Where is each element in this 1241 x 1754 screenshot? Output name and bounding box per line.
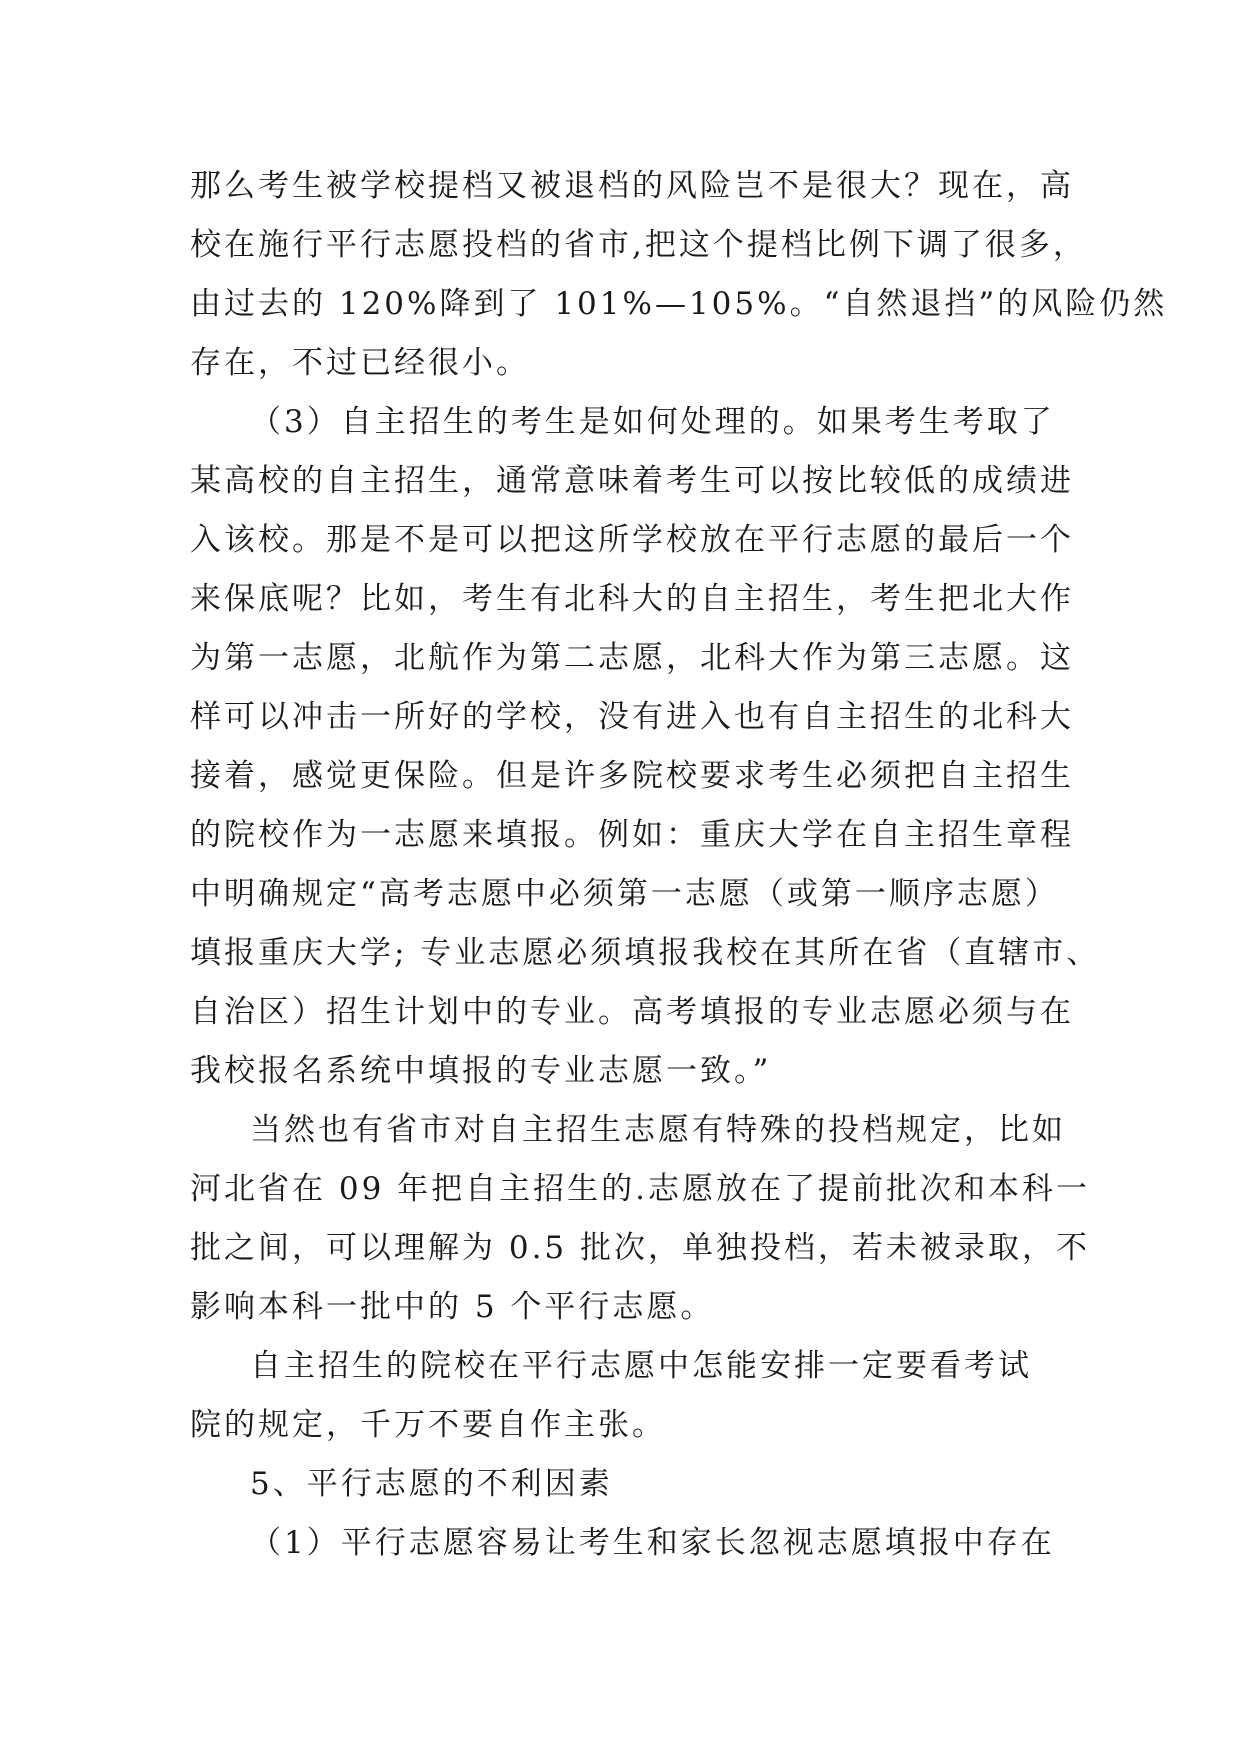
text-line: 院的规定，千万不要自作主张。 — [190, 1407, 666, 1443]
text-line: 的院校作为一志愿来填报。例如：重庆大学在自主招生章程 — [190, 817, 1074, 853]
text-line: 填报重庆大学; 专业志愿必须填报我校在其所在省（直辖市、 — [190, 935, 1101, 971]
text-line: 校在施行平行志愿投档的省市,把这个提档比例下调了很多， — [190, 227, 1087, 263]
text-line: 中明确规定“高考志愿中必须第一志愿（或第一顺序志愿） — [190, 876, 1059, 912]
text-line: 那么考生被学校提档又被退档的风险岂不是很大？现在，高 — [190, 168, 1074, 204]
text-line: （3）自主招生的考生是如何处理的。如果考生考取了 — [250, 404, 1055, 440]
text-line: 为第一志愿，北航作为第二志愿，北科大作为第三志愿。这 — [190, 640, 1074, 676]
text-line: 影响本科一批中的 5 个平行志愿。 — [190, 1289, 715, 1325]
text-line: 批之间，可以理解为 0.5 批次，单独投档，若未被录取，不 — [190, 1230, 1091, 1266]
text-line: 存在，不过已经很小。 — [190, 345, 530, 381]
text-line: 接着，感觉更保险。但是许多院校要求考生必须把自主招生 — [190, 758, 1074, 794]
text-line: 自主招生的院校在平行志愿中怎能安排一定要看考试 — [250, 1348, 1032, 1384]
text-line: 某高校的自主招生，通常意味着考生可以按比较低的成绩进 — [190, 463, 1074, 499]
text-line: 自治区）招生计划中的专业。高考填报的专业志愿必须与在 — [190, 994, 1074, 1030]
text-line: 河北省在 09 年把自主招生的.志愿放在了提前批次和本科一 — [190, 1171, 1091, 1207]
text-line: 我校报名系统中填报的专业志愿一致。” — [190, 1053, 772, 1089]
text-line: 样可以冲击一所好的学校，没有进入也有自主招生的北科大 — [190, 699, 1074, 735]
text-line: 来保底呢？比如，考生有北科大的自主招生，考生把北大作 — [190, 581, 1074, 617]
text-line: 由过去的 120%降到了 101%—105%。“自然退挡”的风险仍然 — [190, 286, 1168, 322]
text-line: 当然也有省市对自主招生志愿有特殊的投档规定，比如 — [250, 1112, 1066, 1148]
section-heading: 5、平行志愿的不利因素 — [250, 1466, 613, 1502]
text-line: （1）平行志愿容易让考生和家长忽视志愿填报中存在 — [250, 1525, 1055, 1561]
text-line: 入该校。那是不是可以把这所学校放在平行志愿的最后一个 — [190, 522, 1074, 558]
